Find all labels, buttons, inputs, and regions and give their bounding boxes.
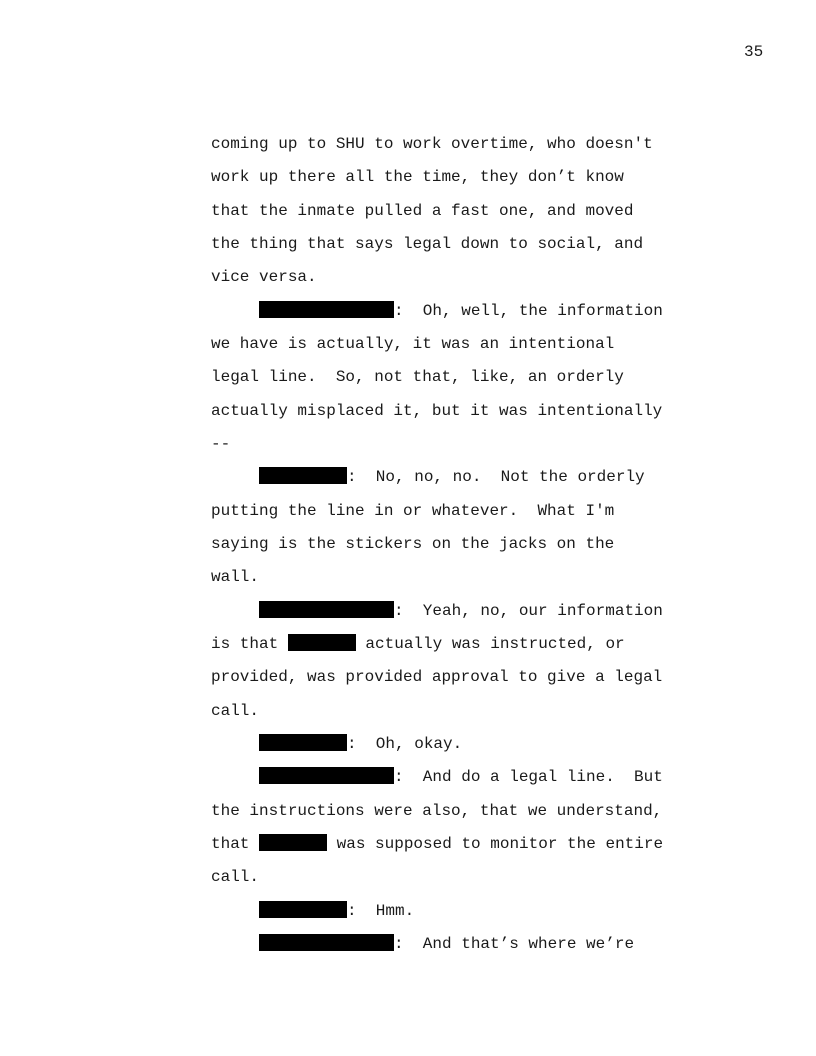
line-text	[211, 634, 625, 654]
line-text: work up there all the time, they don’t know	[211, 168, 624, 186]
line-text: we have is actually, it was an intentional	[211, 335, 615, 353]
line-text	[211, 901, 414, 921]
line-text: call.	[211, 702, 260, 720]
redaction-bar	[259, 767, 394, 784]
line-text: saying is the stickers on the jacks on the	[211, 535, 615, 553]
transcript-line	[0, 527, 260, 586]
redaction-bar	[259, 601, 394, 618]
transcript-line	[0, 427, 645, 486]
redaction-bar	[259, 301, 394, 318]
line-text: the instructions were also, that we understand,	[211, 802, 663, 820]
line-text	[211, 767, 663, 787]
line-text: coming up to SHU to work overtime, who doesn't	[211, 135, 653, 153]
line-text: wall.	[211, 568, 260, 586]
line-text	[211, 467, 645, 487]
line-text	[211, 601, 663, 621]
speaker-line-text: : And do a legal line. But	[394, 768, 663, 786]
line-text: actually misplaced it, but it was intentionally	[211, 402, 663, 420]
line-text-after-redaction: was supposed to monitor the entire	[327, 835, 664, 853]
line-text-before-redaction: that	[211, 835, 260, 853]
line-text: that the inmate pulled a fast one, and moved	[211, 202, 634, 220]
redaction-bar	[259, 934, 394, 951]
line-text	[211, 934, 634, 954]
speaker-line-text: : Hmm.	[347, 902, 415, 920]
transcript-line	[0, 94, 653, 153]
line-text	[211, 301, 663, 321]
transcript-line	[0, 394, 231, 453]
transcript-line	[0, 661, 260, 720]
redaction-bar	[288, 634, 356, 651]
line-text: --	[211, 435, 231, 453]
redaction-bar	[259, 467, 347, 484]
redaction-bar	[259, 901, 347, 918]
speaker-line-text: : And that’s where we’re	[394, 935, 635, 953]
line-text: the thing that says legal down to social, and	[211, 235, 644, 253]
speaker-line-text: : Oh, okay.	[347, 735, 463, 753]
transcript-line	[0, 227, 317, 286]
redaction-bar	[259, 734, 347, 751]
speaker-line-text: : Yeah, no, our information	[394, 602, 663, 620]
line-text-after-redaction: actually was instructed, or	[355, 635, 625, 653]
line-text-before-redaction: is that	[211, 635, 288, 653]
line-text: putting the line in or whatever. What I'm	[211, 502, 615, 520]
redaction-bar	[259, 834, 327, 851]
line-text: vice versa.	[211, 268, 317, 286]
page-number: 35	[744, 43, 764, 61]
speaker-line-text: : Oh, well, the information	[394, 302, 663, 320]
line-text	[211, 834, 663, 854]
line-text: provided, was provided approval to give a legal	[211, 668, 663, 686]
line-text: legal line. So, not that, like, an orderly	[211, 368, 624, 386]
line-text	[211, 734, 462, 754]
line-text: call.	[211, 868, 260, 886]
speaker-line-text: : No, no, no. Not the orderly	[347, 468, 645, 486]
